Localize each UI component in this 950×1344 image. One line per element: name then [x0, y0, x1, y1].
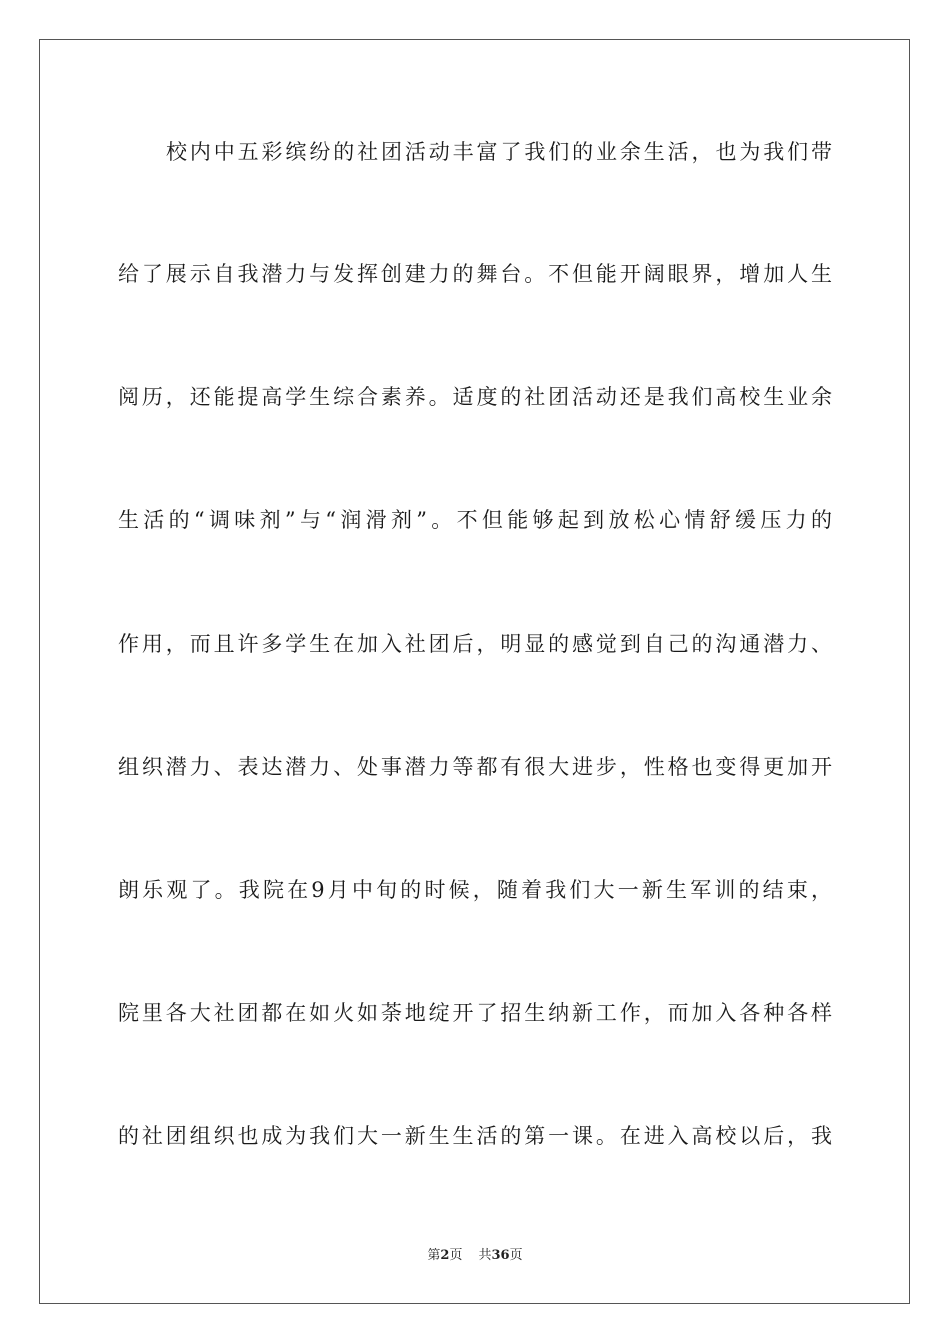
total-prefix: 共 — [478, 1248, 492, 1263]
paragraph-line-7: 朗乐观了。我院在9月中旬的时候，随着我们大一新生军训的结束， — [118, 878, 832, 902]
page-current: 2 — [440, 1248, 450, 1263]
page-prefix: 第 — [427, 1248, 441, 1263]
page-footer — [0, 1247, 950, 1265]
total-suffix: 页 — [509, 1248, 523, 1263]
paragraph-line-5: 作用，而且许多学生在加入社团后，明显的感觉到自己的沟通潜力、 — [118, 632, 832, 656]
page-suffix: 页 — [449, 1248, 463, 1263]
paragraph-line-1: 校内中五彩缤纷的社团活动丰富了我们的业余生活，也为我们带 — [166, 140, 832, 164]
paragraph-line-2: 给了展示自我潜力与发挥创建力的舞台。不但能开阔眼界，增加人生 — [118, 262, 832, 286]
paragraph-line-9: 的社团组织也成为我们大一新生生活的第一课。在进入高校以后，我 — [118, 1124, 832, 1148]
paragraph-line-8: 院里各大社团都在如火如荼地绽开了招生纳新工作，而加入各种各样 — [118, 1001, 832, 1025]
paragraph-line-4: 生活的“调味剂”与“润滑剂”。不但能够起到放松心情舒缓压力的 — [118, 508, 832, 532]
paragraph-line-6: 组织潜力、表达潜力、处事潜力等都有很大进步，性格也变得更加开 — [118, 755, 832, 779]
page-total: 36 — [491, 1248, 510, 1263]
page-frame — [39, 39, 910, 1304]
paragraph-line-3: 阅历，还能提高学生综合素养。适度的社团活动还是我们高校生业余 — [118, 385, 832, 409]
